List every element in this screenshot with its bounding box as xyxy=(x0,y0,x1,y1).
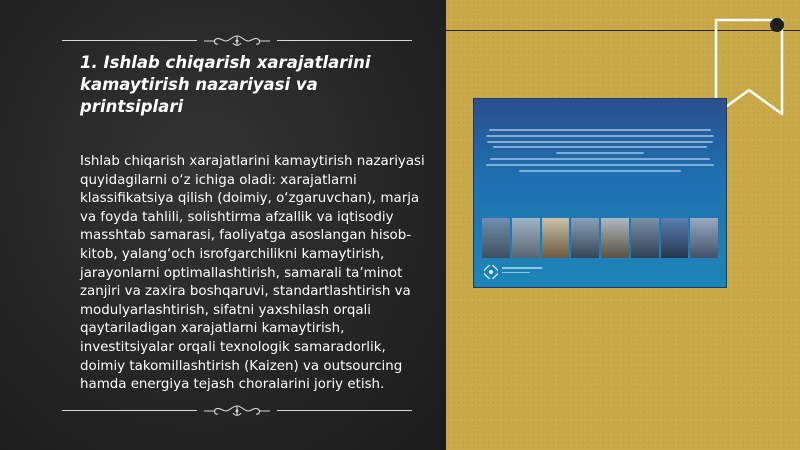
thumbnail-logo-caption xyxy=(502,267,542,276)
top-ornament-divider xyxy=(62,33,412,49)
embedded-slide-image xyxy=(474,99,726,287)
scroll-ornament-icon xyxy=(202,33,272,49)
thumbnail-text-lines xyxy=(484,129,716,175)
slide-title: 1. Ishlab chiqarish xarajatlarini kamaytirish nazariyasi va printsiplari xyxy=(80,53,371,116)
logo-icon xyxy=(484,265,498,279)
scroll-ornament-icon xyxy=(202,403,272,419)
bottom-ornament-divider xyxy=(62,403,412,419)
ribbon-pin xyxy=(770,18,784,32)
slide-body-text: Ishlab chiqarish xarajatlarini kamaytirish nazariyasi quyidagilarni o‘z ichiga oladi: xarajatlarni klassifikatsiya qilish (doimiy, o‘zgaruvchan), marja va foyda tahlili, solishtirma afzallik va iqtisodiy masshtab samarasi, faoliyatga asoslangan hisob-kitob, yalang‘och isrofgarchilikni kamaytirish, jarayonlarni optimallashtirish, samarali ta’minot zanjiri va zaxira boshqaruvi, standartlashtirish va modulyarlashtirish, sifatni yaxshilash orqali qaytariladigan xarajatlarni kamaytirish, investitsiyalar orqali texnologik samaradorlik, doimiy takomillashtirish (Kaizen) va outsourcing hamda energiya tejash choralarini joriy etish. xyxy=(80,154,425,393)
thumbnail-photo-strip xyxy=(482,218,718,258)
